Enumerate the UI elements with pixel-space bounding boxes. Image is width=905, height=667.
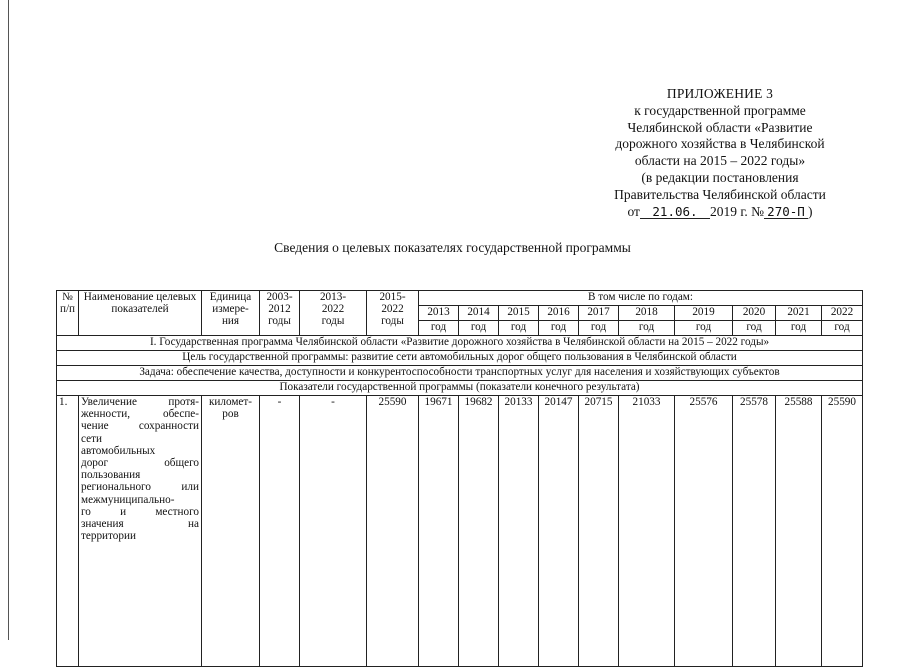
- year-suffix: 2019 г. №: [709, 203, 764, 219]
- indicator-unit-line: километ-: [208, 396, 253, 408]
- period-header-line: 2012: [268, 303, 291, 316]
- value-2019: 25576: [675, 396, 733, 667]
- year-header: 2015: [499, 306, 539, 321]
- col-period-2013-2022-header: [300, 291, 367, 336]
- value-2016: 20147: [539, 396, 579, 667]
- section-row: [57, 336, 863, 351]
- year-header: 2019: [675, 306, 733, 321]
- section-row: [57, 381, 863, 396]
- indicator-name-line: регионального или: [81, 481, 199, 494]
- year-unit-label: год: [822, 321, 863, 336]
- value-2014: 19682: [459, 396, 499, 667]
- indicator-name-line: Увеличение протя-: [81, 396, 199, 408]
- indicator-unit: [202, 396, 260, 667]
- appendix-line: к государственной программе: [634, 102, 806, 118]
- period-header-line: 2022: [321, 303, 345, 316]
- by-year-header: В том числе по годам:: [419, 291, 863, 306]
- col-unit-header-line: измере-: [212, 303, 249, 316]
- year-unit-label: год: [776, 321, 822, 336]
- value-2015-2022: 25590: [367, 396, 419, 667]
- year-header: 2014: [459, 306, 499, 321]
- appendix-line: области на 2015 – 2022 годы»: [634, 153, 806, 169]
- document-title: Сведения о целевых показателях государственной программы: [274, 240, 631, 255]
- year-unit-label: год: [733, 321, 776, 336]
- year-header: 2021: [776, 306, 822, 321]
- page-margin-line: [8, 0, 9, 640]
- col-unit-header-line: Единица: [209, 291, 252, 303]
- resolution-number: 270-П: [764, 205, 808, 219]
- year-unit-label: год: [419, 321, 459, 336]
- appendix-line: дорожного хозяйства в Челябинской: [615, 136, 825, 152]
- section-task: Задача: обеспечение качества, доступности и конкурентоспособности транспортных услуг для населения и хозяйствующих субъектов: [57, 366, 863, 381]
- indicators-table: [56, 290, 863, 667]
- period-header-line: 2015-: [379, 291, 406, 303]
- row-number: 1.: [57, 396, 79, 667]
- period-header-line: годы: [321, 315, 345, 328]
- year-unit-label: год: [459, 321, 499, 336]
- section-indicators: Показатели государственной программы (показатели конечного результата): [57, 381, 863, 396]
- value-2015: 20133: [499, 396, 539, 667]
- year-header: 2020: [733, 306, 776, 321]
- header-row-1: [57, 291, 863, 306]
- year-header: 2013: [419, 306, 459, 321]
- col-name-header: Наименование целевых показателей: [79, 291, 202, 336]
- appendix-block: [560, 86, 880, 220]
- indicator-name-line: чение сохранности: [81, 420, 199, 433]
- from-prefix: от: [627, 203, 640, 219]
- indicator-name-line: межмуниципально-: [81, 493, 175, 506]
- closing-paren: ): [808, 203, 813, 219]
- year-unit-label: год: [539, 321, 579, 336]
- year-unit-label: год: [579, 321, 619, 336]
- appendix-heading: ПРИЛОЖЕНИЕ 3: [666, 86, 774, 101]
- indicator-name-line: автомобильных: [81, 444, 156, 457]
- value-2018: 21033: [619, 396, 675, 667]
- col-num-header-line: п/п: [59, 303, 76, 316]
- year-unit-label: год: [675, 321, 733, 336]
- table-row: [57, 396, 863, 667]
- value-2022: 25590: [822, 396, 863, 667]
- value-2020: 25578: [733, 396, 776, 667]
- section-row: [57, 351, 863, 366]
- section-program: I. Государственная программа Челябинской области «Развитие дорожного хозяйства в Челябинской области на 2015 – 2022 годы»: [57, 336, 863, 351]
- section-goal: Цель государственной программы: развитие сети автомобильных дорог общего пользования в Челябинской области: [57, 351, 863, 366]
- year-header: 2016: [539, 306, 579, 321]
- period-header-line: 2022: [381, 303, 404, 316]
- appendix-line: Правительства Челябинской области: [614, 186, 826, 202]
- col-num-header-line: №: [62, 291, 73, 303]
- value-2003-2012: -: [260, 396, 300, 667]
- indicator-name-line: территории: [81, 530, 136, 543]
- section-row: [57, 366, 863, 381]
- period-header-line: годы: [381, 315, 404, 328]
- year-header: 2018: [619, 306, 675, 321]
- year-unit-label: год: [619, 321, 675, 336]
- indicator-unit-line: ров: [222, 408, 239, 421]
- appendix-line: Челябинской области «Развитие: [627, 119, 813, 135]
- year-header: 2017: [579, 306, 619, 321]
- period-header-line: годы: [268, 315, 291, 328]
- value-2021: 25588: [776, 396, 822, 667]
- col-unit-header-line: ния: [221, 315, 240, 328]
- year-header: 2022: [822, 306, 863, 321]
- indicator-name-line: дорог общего: [81, 457, 199, 470]
- indicator-name-line: го и местного: [81, 505, 199, 518]
- indicator-name-line: пользования: [81, 469, 141, 482]
- col-unit-header: [202, 291, 260, 336]
- period-header-line: 2013-: [319, 291, 347, 303]
- indicator-name-line: сети: [81, 432, 102, 445]
- indicator-name: [79, 396, 202, 667]
- year-unit-label: год: [499, 321, 539, 336]
- value-2013-2022: -: [300, 396, 367, 667]
- col-period-2003-2012-header: [260, 291, 300, 336]
- resolution-date: 21.06.: [640, 205, 710, 219]
- col-period-2015-2022-header: [367, 291, 419, 336]
- indicator-name-line: значения на: [81, 518, 199, 531]
- resolution-reference: [560, 204, 880, 221]
- col-num-header: [57, 291, 79, 336]
- appendix-line: (в редакции постановления: [641, 169, 799, 185]
- value-2017: 20715: [579, 396, 619, 667]
- value-2013: 19671: [419, 396, 459, 667]
- period-header-line: 2003-: [266, 291, 293, 303]
- indicator-name-line: женности, обеспе-: [81, 408, 199, 421]
